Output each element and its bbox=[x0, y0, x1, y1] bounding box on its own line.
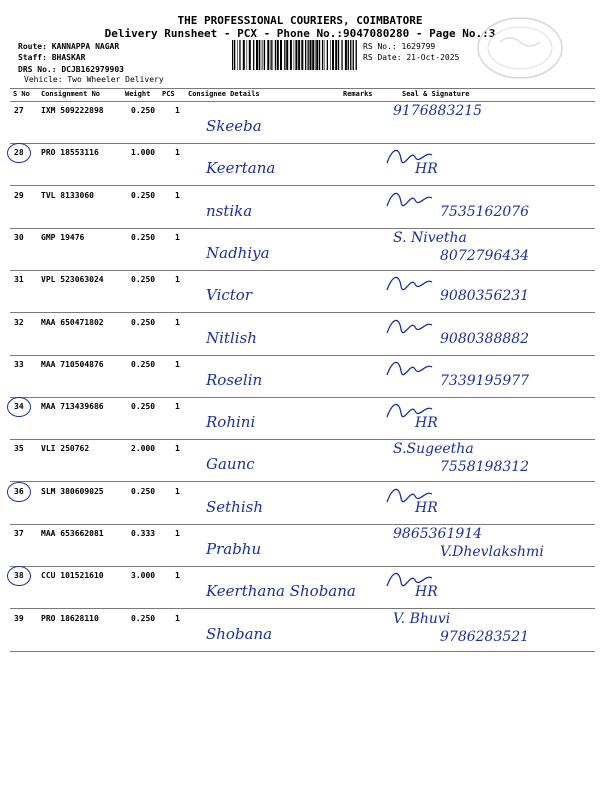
row-pcs: 1 bbox=[175, 444, 180, 454]
table-row bbox=[10, 439, 595, 482]
row-signature-top: 9865361914 bbox=[393, 526, 483, 542]
row-signature-bottom: 7535162076 bbox=[440, 203, 530, 220]
row-pcs: 1 bbox=[175, 486, 180, 496]
table-row bbox=[10, 143, 595, 186]
row-sno: 39 bbox=[14, 613, 24, 623]
row-pcs: 1 bbox=[175, 529, 180, 538]
company-title: THE PROFESSIONAL COURIERS, COIMBATORE bbox=[177, 14, 423, 27]
signature-scribble bbox=[385, 272, 435, 294]
row-signature-bottom: 7339195977 bbox=[440, 372, 530, 389]
row-pcs: 1 bbox=[175, 571, 180, 581]
row-consignee-name: Keertana bbox=[206, 159, 276, 178]
row-signature-bottom: HR bbox=[415, 161, 438, 178]
row-sno: 34 bbox=[14, 402, 24, 412]
row-consignment-no: CCU 101521610 bbox=[41, 571, 104, 581]
row-weight: 1.000 bbox=[131, 148, 156, 158]
table-row bbox=[10, 101, 595, 144]
runsheet-subtitle: Delivery Runsheet - PCX - Phone No.:9047080280 - Page No.:3 bbox=[104, 27, 496, 40]
circled-serial-mark bbox=[7, 566, 31, 586]
row-signature-bottom: 9786283521 bbox=[440, 628, 530, 645]
row-weight: 0.250 bbox=[131, 402, 156, 412]
table-row bbox=[10, 186, 595, 229]
signature-scribble bbox=[385, 145, 435, 167]
row-weight: 2.000 bbox=[131, 444, 156, 454]
row-pcs: 1 bbox=[175, 232, 180, 242]
row-sno: 27 bbox=[14, 106, 24, 115]
rs-number: RS No.: 1629799 bbox=[363, 42, 436, 51]
row-consignment-no: IXM 509222898 bbox=[41, 106, 104, 115]
row-consignee-name: Gaunc bbox=[206, 455, 255, 474]
table-row bbox=[10, 270, 595, 313]
row-signature-top: 9176883215 bbox=[393, 103, 483, 119]
row-pcs: 1 bbox=[175, 148, 180, 158]
row-consignment-no: SLM 380609025 bbox=[41, 486, 104, 496]
col-seal-signature: Seal & Signature bbox=[402, 90, 470, 98]
row-consignee-name: Roselin bbox=[206, 370, 263, 389]
row-consignee-name: Skeeba bbox=[206, 117, 262, 135]
signature-scribble bbox=[385, 357, 435, 379]
row-sno: 31 bbox=[14, 275, 24, 285]
row-consignment-no: TVL 8133060 bbox=[41, 190, 94, 200]
row-signature-top: V. Bhuvi bbox=[393, 610, 451, 627]
row-consignment-no: MAA 653662081 bbox=[41, 529, 104, 538]
row-sno: 36 bbox=[14, 486, 24, 496]
row-sno: 38 bbox=[14, 571, 24, 581]
col-consignee: Consignee Details bbox=[188, 90, 260, 98]
barcode-image bbox=[232, 40, 358, 70]
signature-scribble bbox=[385, 568, 435, 590]
row-weight: 0.250 bbox=[131, 486, 156, 496]
table-row bbox=[10, 397, 595, 440]
col-sno: S No bbox=[13, 90, 30, 98]
circled-serial-mark bbox=[7, 143, 31, 163]
row-sno: 35 bbox=[14, 444, 24, 454]
row-consignment-no: MAA 650471802 bbox=[41, 317, 104, 327]
row-weight: 0.250 bbox=[131, 317, 156, 327]
rs-date: RS Date: 21-Oct-2025 bbox=[363, 53, 460, 62]
row-consignee-name: Keerthana Shobana bbox=[206, 582, 356, 601]
vehicle-label: Vehicle: Two Wheeler Delivery bbox=[24, 75, 164, 84]
row-weight: 0.250 bbox=[131, 359, 156, 369]
row-weight: 0.250 bbox=[131, 275, 156, 285]
row-weight: 0.250 bbox=[131, 106, 156, 115]
row-consignment-no: VPL 523063024 bbox=[41, 275, 104, 285]
row-rule bbox=[10, 651, 595, 652]
row-consignee-name: Prabhu bbox=[206, 540, 262, 558]
row-sno: 32 bbox=[14, 317, 24, 327]
row-consignment-no: GMP 19476 bbox=[41, 232, 85, 242]
row-consignee-name: Nitlish bbox=[206, 328, 257, 347]
faded-stamp bbox=[470, 10, 570, 85]
staff-label: Staff: BHASKAR bbox=[18, 53, 86, 62]
col-pcs: PCS bbox=[162, 90, 175, 98]
signature-scribble bbox=[385, 399, 435, 421]
col-consignment: Consignment No bbox=[41, 90, 101, 98]
row-sno: 33 bbox=[14, 359, 24, 369]
row-weight: 0.250 bbox=[131, 613, 156, 623]
circled-serial-mark bbox=[7, 482, 31, 502]
row-consignee-name: Rohini bbox=[206, 413, 256, 432]
row-consignment-no: PRO 18628110 bbox=[41, 613, 99, 623]
table-row bbox=[10, 355, 595, 398]
row-consignee-name: Sethish bbox=[206, 497, 263, 516]
signature-scribble bbox=[385, 188, 435, 210]
row-sno: 28 bbox=[14, 148, 24, 158]
row-signature-bottom: 7558198312 bbox=[440, 459, 530, 476]
row-signature-bottom: 8072796434 bbox=[440, 247, 530, 264]
row-pcs: 1 bbox=[175, 317, 180, 327]
row-pcs: 1 bbox=[175, 190, 180, 200]
row-signature-top: S.Sugeetha bbox=[393, 441, 474, 458]
row-weight: 0.250 bbox=[131, 232, 156, 242]
row-consignee-name: Victor bbox=[206, 286, 252, 305]
row-pcs: 1 bbox=[175, 359, 180, 369]
row-signature-bottom: HR bbox=[415, 415, 438, 432]
route-label: Route: KANNAPPA NAGAR bbox=[18, 42, 120, 51]
row-pcs: 1 bbox=[175, 613, 180, 623]
table-row bbox=[10, 524, 595, 567]
row-signature-bottom: V.Dhevlakshmi bbox=[440, 544, 544, 560]
row-consignee-name: Nadhiya bbox=[206, 243, 270, 262]
table-row bbox=[10, 482, 595, 525]
drs-number: DRS No.: DCJB162979903 bbox=[18, 65, 124, 74]
table-header bbox=[10, 89, 595, 101]
row-consignment-no: VLI 250762 bbox=[41, 444, 90, 454]
table-row bbox=[10, 313, 595, 356]
row-consignee-name: Shobana bbox=[206, 624, 273, 643]
row-signature-bottom: HR bbox=[415, 499, 438, 516]
col-weight: Weight bbox=[125, 90, 151, 98]
table-row bbox=[10, 566, 595, 609]
row-signature-bottom: HR bbox=[415, 584, 438, 601]
row-pcs: 1 bbox=[175, 275, 180, 285]
signature-scribble bbox=[385, 315, 435, 337]
row-signature-bottom: 9080388882 bbox=[440, 330, 530, 347]
row-consignment-no: MAA 710504876 bbox=[41, 359, 104, 369]
row-signature-top: S. Nivetha bbox=[393, 229, 467, 246]
circled-serial-mark bbox=[7, 397, 31, 417]
row-sno: 37 bbox=[14, 529, 24, 538]
row-consignment-no: PRO 18553116 bbox=[41, 148, 99, 158]
row-weight: 3.000 bbox=[131, 571, 156, 581]
row-pcs: 1 bbox=[175, 106, 180, 115]
col-remarks: Remarks bbox=[343, 90, 373, 98]
row-consignee-name: nstika bbox=[206, 201, 253, 220]
table-row bbox=[10, 609, 595, 652]
row-consignment-no: MAA 713439686 bbox=[41, 402, 104, 412]
row-sno: 29 bbox=[14, 190, 24, 200]
row-signature-bottom: 9080356231 bbox=[440, 288, 530, 305]
row-sno: 30 bbox=[14, 232, 24, 242]
row-pcs: 1 bbox=[175, 402, 180, 412]
row-weight: 0.333 bbox=[131, 529, 156, 538]
signature-scribble bbox=[385, 484, 435, 506]
row-weight: 0.250 bbox=[131, 190, 156, 200]
table-row bbox=[10, 228, 595, 271]
